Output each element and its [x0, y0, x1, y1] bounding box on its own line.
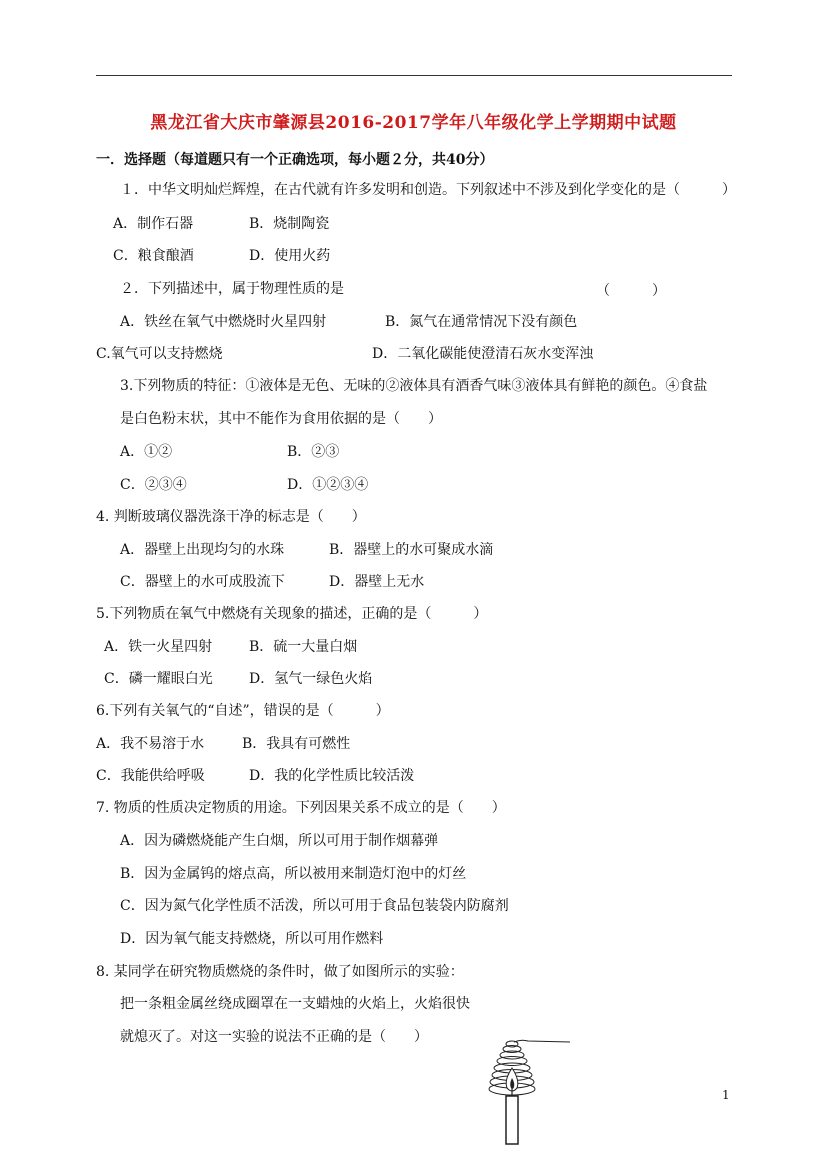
candle-coil-figure [476, 1030, 576, 1146]
q6-option-a: A．我不易溶于水 [96, 736, 205, 752]
q1-stem: １．中华文明灿烂辉煌，在古代就有许多发明和创造。下列叙述中不涉及到化学变化的是（ ） [120, 182, 736, 198]
candle-icon [506, 1096, 518, 1144]
q3-stem-line1: 3.下列物质的特征：①液体是无色、无味的②液体具有酒香气味③液体具有鲜艳的颜色。④食盐 [120, 378, 708, 394]
q5-stem: 5.下列物质在氧气中燃烧有关现象的描述，正确的是（ ） [96, 606, 488, 622]
q5-option-c: C．磷一耀眼白光 [104, 671, 213, 687]
q6-option-c: C．我能供给呼吸 [96, 768, 205, 784]
q4-stem: 4. 判断玻璃仪器洗涤干净的标志是（ ） [96, 509, 366, 525]
q4-option-c: C．器壁上的水可成股流下 [120, 574, 285, 590]
q2-option-c: C.氧气可以支持燃烧 [96, 346, 223, 362]
q1-option-a: A．制作石器 [113, 216, 194, 232]
q7-stem: 7. 物质的性质决定物质的用途。下列因果关系不成立的是（ ） [96, 800, 506, 816]
q7-option-c: C．因为氮气化学性质不活泼，所以可用于食品包装袋内防腐剂 [120, 898, 509, 914]
q3-option-d: D．①②③④ [287, 477, 369, 493]
q4-option-d: D．器壁上无水 [329, 574, 425, 590]
q2-stem: ２．下列描述中，属于物理性质的是 [120, 281, 344, 297]
q8-stem-line3: 就熄灭了。对这一实验的说法不正确的是（ ） [120, 1029, 428, 1045]
q7-option-b: B．因为金属钨的熔点高，所以被用来制造灯泡中的灯丝 [120, 866, 467, 882]
q5-option-b: B．硫一大量白烟 [249, 639, 358, 655]
q4-option-a: A．器壁上出现均匀的水珠 [120, 542, 285, 558]
document-title: 黑龙江省大庆市肇源县2016-2017学年八年级化学上学期期中试题 [150, 113, 677, 133]
q8-stem-line1: 8. 某同学在研究物质燃烧的条件时，做了如图所示的实验： [96, 964, 464, 980]
header-rule [96, 75, 732, 76]
q3-option-a: A．①② [120, 444, 173, 460]
q2-option-b: B．氮气在通常情况下没有颜色 [385, 314, 578, 330]
q1-option-d: D．使用火药 [249, 248, 331, 264]
q3-option-b: B．②③ [287, 444, 340, 460]
q2-option-d: D．二氧化碳能使澄清石灰水变浑浊 [372, 346, 594, 362]
q6-option-d: D．我的化学性质比较活泼 [249, 768, 415, 784]
q6-option-b: B．我具有可燃性 [242, 736, 351, 752]
q6-stem: 6.下列有关氧气的“自述”，错误的是（ ） [96, 703, 390, 719]
q5-option-a: A．铁一火星四射 [104, 639, 213, 655]
q5-option-d: D．氢气一绿色火焰 [249, 671, 373, 687]
q3-option-c: C．②③④ [120, 477, 187, 493]
q2-answer-paren: （ ） [596, 283, 666, 299]
section-heading: 一．选择题（每道题只有一个正确选项，每小题２分，共40分） [96, 152, 494, 168]
page-number: 1 [722, 1088, 730, 1102]
q2-option-a: A．铁丝在氧气中燃烧时火星四射 [120, 314, 327, 330]
q1-option-b: B．烧制陶瓷 [249, 216, 330, 232]
q7-option-d: D．因为氧气能支持燃烧，所以可用作燃料 [120, 931, 384, 947]
q1-option-c: C．粮食酿酒 [113, 248, 194, 264]
wire-handle [514, 1040, 570, 1042]
q8-stem-line2: 把一条粗金属丝绕成圈罩在一支蜡烛的火焰上，火焰很快 [120, 996, 470, 1012]
q7-option-a: A．因为磷燃烧能产生白烟，所以可用于制作烟幕弹 [120, 833, 439, 849]
q4-option-b: B．器壁上的水可聚成水滴 [329, 542, 494, 558]
q3-stem-line2: 是白色粉末状，其中不能作为食用依据的是（ ） [120, 411, 442, 427]
